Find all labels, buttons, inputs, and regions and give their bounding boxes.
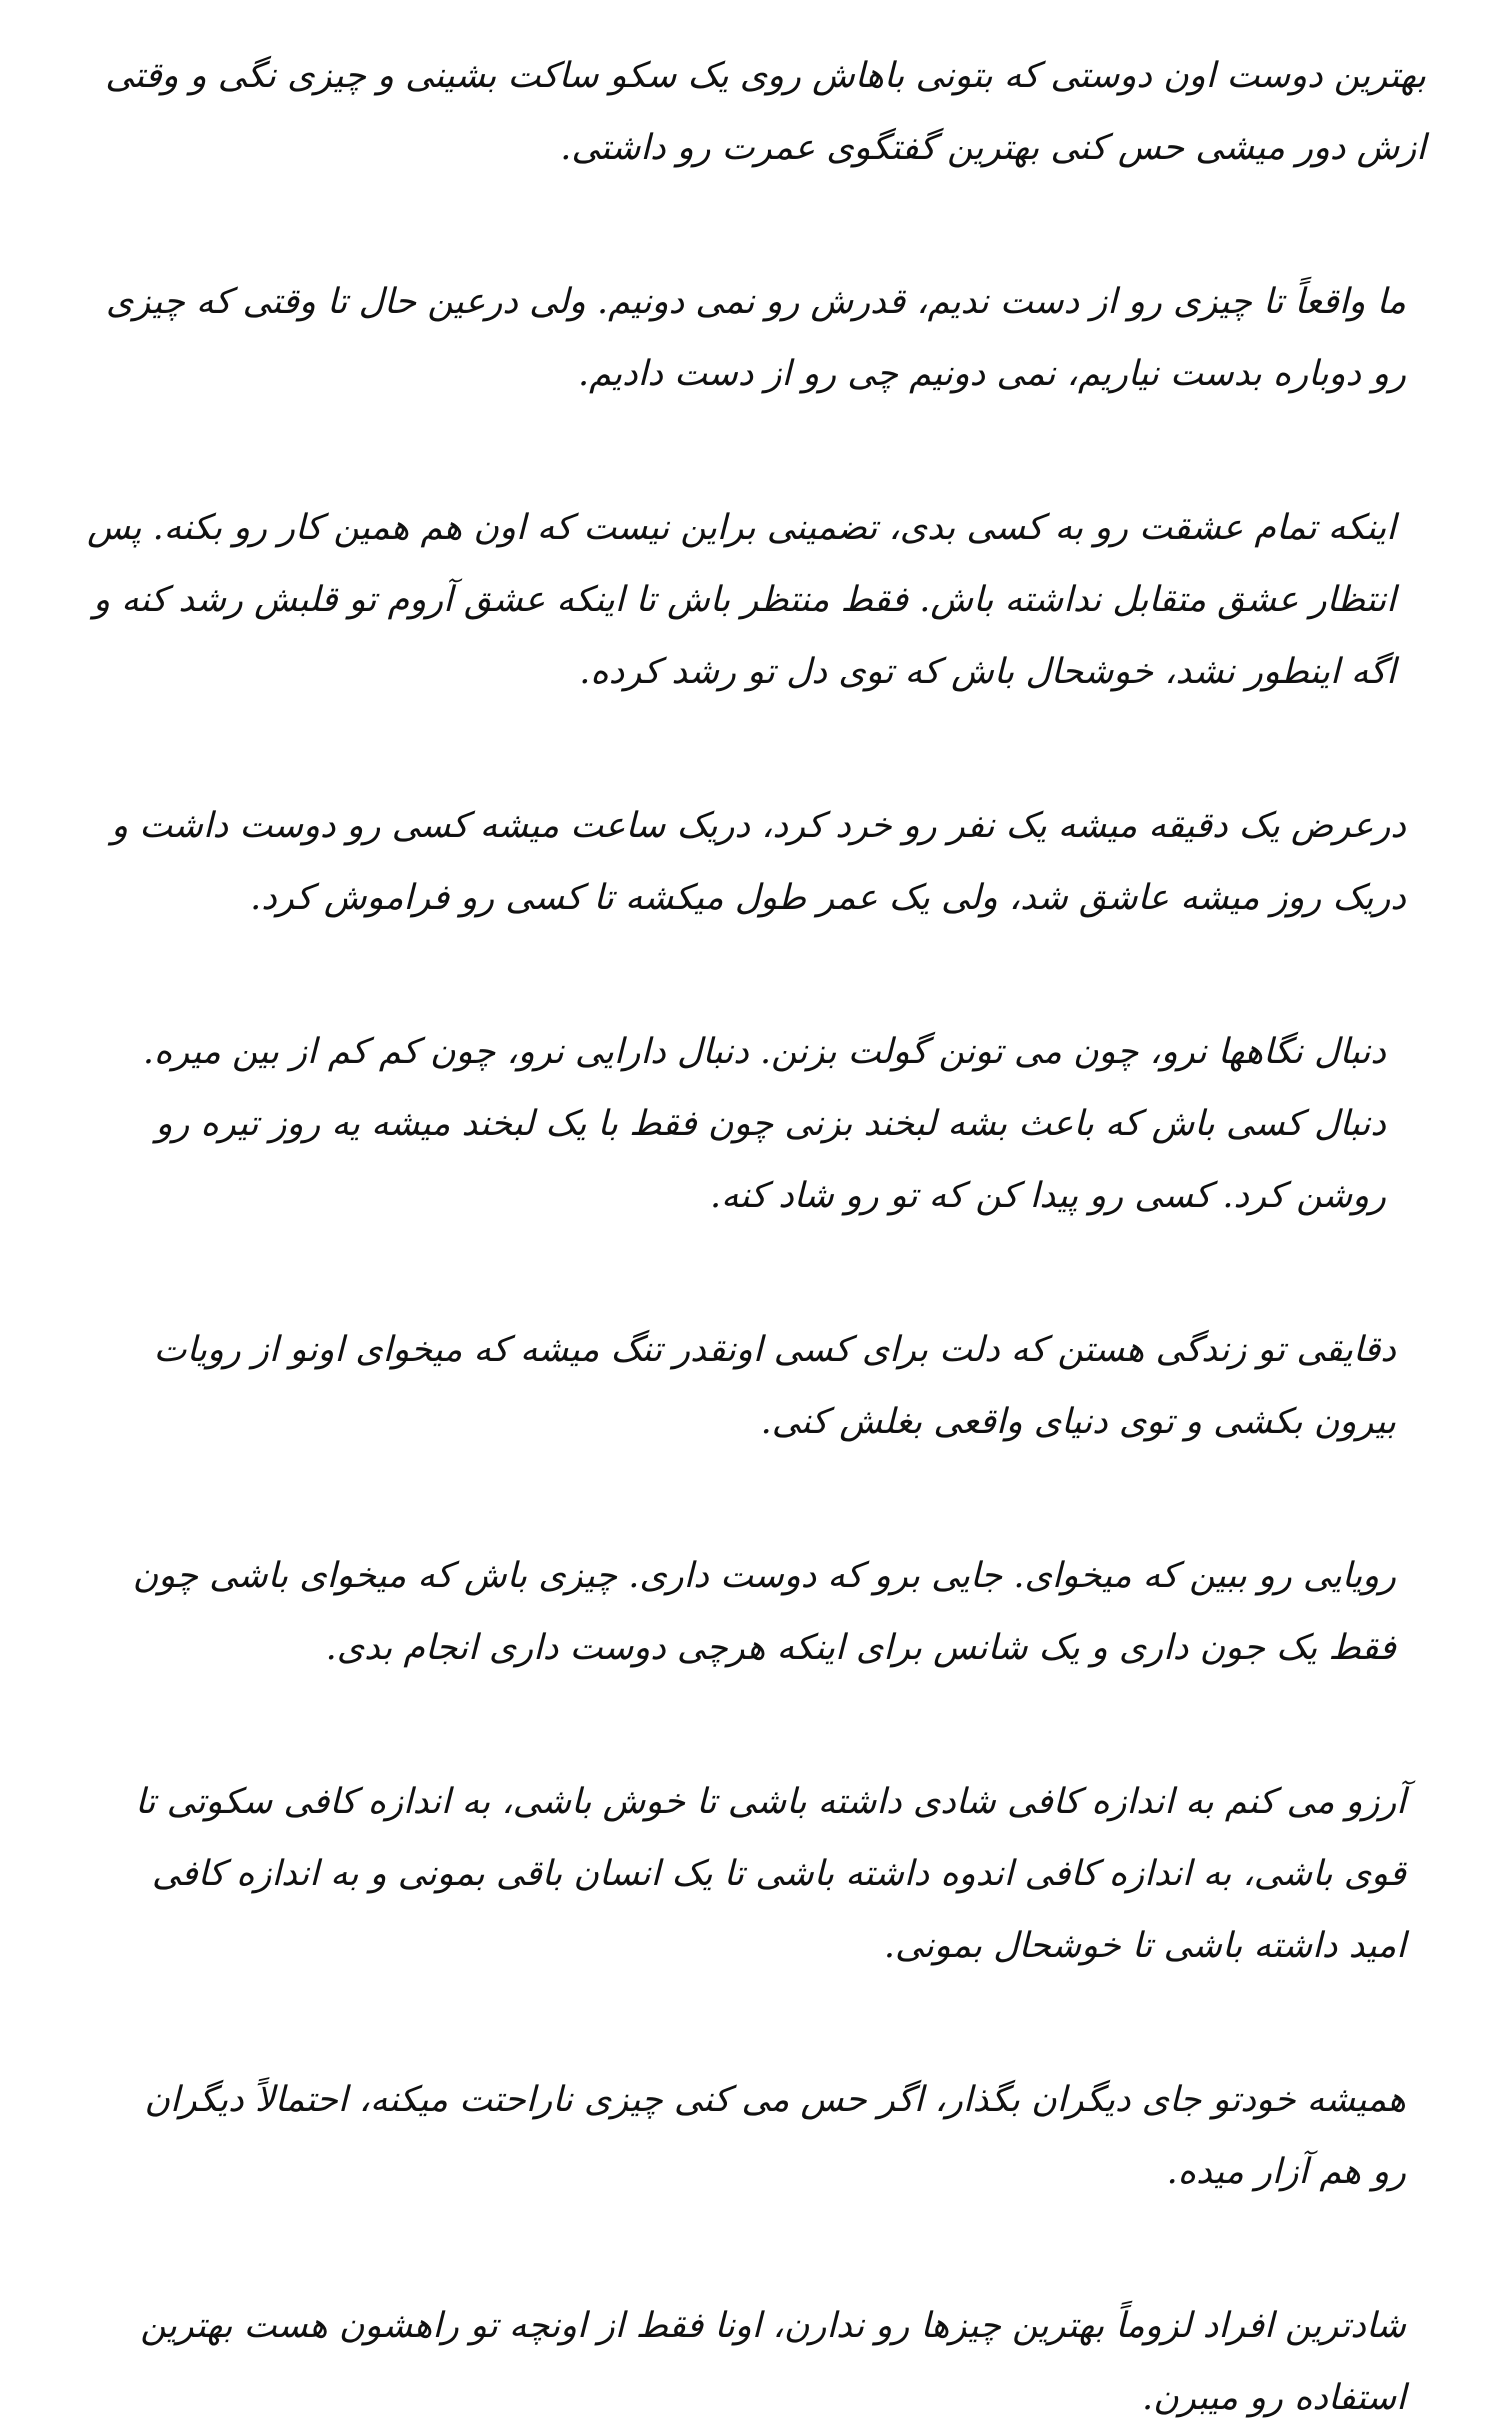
paragraph-minute-hour-day: درعرض یک دقیقه میشه یک نفر رو خرد کرد، دریک ساعت میشه کسی رو دوست داشت و دریک روز میشه عاشق شد، ولی یک عمر طول میکشه تا کسی رو فراموش کرد. <box>111 806 1406 918</box>
paragraph-find-smile: دنبال نگاهها نرو، چون می تونن گولت بزنن. دنبال دارایی نرو، چون کم کم از بین میره. دنبال کسی باش که باعث بشه لبخند بزنی چون فقط با یک لبخند میشه یه روز تیره رو روشن کرد. کسی رو پیدا کن که تو رو شاد کنه. <box>142 1032 1386 1216</box>
paragraph-value-of-things: ما واقعاً تا چیزی رو از دست ندیم، قدرش رو نمی دونیم. ولی درعین حال تا وقتی که چیزی رو دوباره بدست نیاریم، نمی دونیم چی رو از دست دادیم. <box>105 282 1406 394</box>
paragraph-giving-love: اینکه تمام عشقت رو به کسی بدی، تضمینی براین نیست که اون هم همین کار رو بکنه. پس انتظار عشق متقابل نداشته باش. فقط منتظر باش تا اینکه عشق آروم تو قلبش رشد کنه و اگه اینطور نشد، خوشحال باش که توی دل تو رشد کرده. <box>87 508 1396 692</box>
paragraph-wish: آرزو می کنم به اندازه کافی شادی داشته باشی تا خوش باشی، به اندازه کافی سکوتی تا قوی باشی، به اندازه کافی اندوه داشته باشی تا یک انسان باقی بمونی و به اندازه کافی امید داشته باشی تا خوشحال بمونی. <box>135 1782 1406 1966</box>
paragraph-empathy: همیشه خودتو جای دیگران بگذار، اگر حس می کنی چیزی ناراحتت میکنه، احتمالاً دیگران رو هم آزار میده. <box>144 2080 1406 2192</box>
paragraph-happiest-people: شادترین افراد لزوماً بهترین چیزها رو ندارن، اونا فقط از اونچه تو راهشون هست بهترین استفاده رو میبرن. <box>140 2306 1406 2418</box>
paragraph-missing-someone: دقایقی تو زندگی هستن که دلت برای کسی اونقدر تنگ میشه که میخوای اونو از رویات بیرون بکشی و توی دنیای واقعی بغلش کنی. <box>153 1330 1396 1442</box>
paragraph-dream: رویایی رو ببین که میخوای. جایی برو که دوست داری. چیزی باش که میخوای باشی چون فقط یک جون داری و یک شانس برای اینکه هرچی دوست داری انجام بدی. <box>132 1556 1396 1668</box>
paragraph-best-friend: بهترین دوست اون دوستی که بتونی باهاش روی یک سکو ساکت بشینی و چیزی نگی و وقتی ازش دور میشی حس کنی بهترین گفتگوی عمرت رو داشتی. <box>105 56 1426 168</box>
